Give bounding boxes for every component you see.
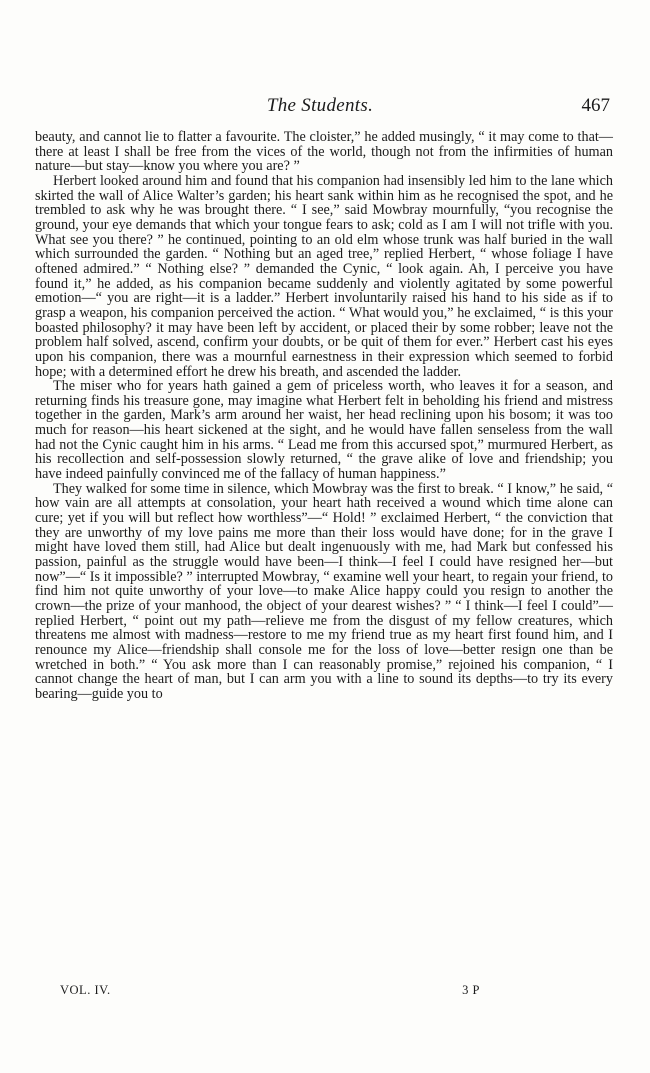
paragraph: Herbert looked around him and found that his companion had insensibly led him to the lane which skirted the wall of Alice Walter’s garden; his heart sank within him as he recognised the spot, and he trembled to ask why he was brought there. “ I see,” said Mowbray mournfully, “you recognise the ground, your eye demands that which your tongue fears to ask; cold as I am I will not trifle with you. What see you there? ” he continued, pointing to an old elm whose trunk was half buried in the wall which surrounded the garden. “ Nothing but an aged tree,” replied Herbert, “ whose foliage I have oftened admired.” “ Nothing else? ” demanded the Cynic, “ look again. Ah, I perceive you have found it,” he added, as his companion became suddenly and violently agitated by some powerful emotion—“ you are right—it is a ladder.” Herbert involuntarily raised his hand to his side as if to grasp a weapon, his companion perceived the action. “ What would you,” he exclaimed, “ is this your boasted philosophy? it may have been left by accident, or placed their by some robber; leave not the problem half solved, ascend, confirm your doubts, or be quit of them for ever.” Herbert cast his eyes upon his companion, there was a mournful earnestness in their expression which seemed to forbid hope; with a determined effort he drew his breath, and ascended the ladder. — [35, 172, 613, 380]
paragraph: The miser who for years hath gained a gem of priceless worth, who leaves it for a season, and returning finds his treasure gone, may imagine what Herbert felt in beholding his friend and mistress together in the garden, Mark’s arm around her waist, her head reclining upon his bosom; it was too much for reason—his heart sickened at the sight, and he would have fallen senseless from the wall had not the Cynic caught him in his arms. “ Lead me from this accursed spot,” murmured Herbert, as his recollection and self-possession slowly returned, “ the grave alike of love and friendship; you have indeed painfully convinced me of the fallacy of human happiness.” — [35, 378, 613, 483]
signature-mark: 3 P — [462, 983, 480, 997]
page-footer — [60, 983, 480, 999]
paragraph: beauty, and cannot lie to flatter a favourite. The cloister,” he added musingly, “ it may come to that—there at least I shall be free from the vices of the world, though not from the infirmities of human nature—but stay—know you where you are? ” — [35, 129, 613, 175]
volume-mark: VOL. IV. — [60, 983, 111, 997]
page-number: 467 — [581, 95, 610, 116]
paragraph: They walked for some time in silence, which Mowbray was the first to break. “ I know,” he said, “ how vain are all attempts at consolation, your heart hath received a wound which time alone can cure; yet if you will but reflect how worthless”—“ Hold! ” exclaimed Herbert, “ the conviction that they are unworthy of my love pains me more than their loss would have done; for in the grave I might have loved them still, had Alice but dealt ingenuously with me, had Mark but confessed his passion, painful as the struggle would have been—I think—I feel I could have resigned her—but now”—“ Is it impossible? ” interrupted Mowbray, “ examine well your heart, to regain your friend, to find him not quite unworthy of your love—to make Alice happy could you resign to another the crown—the prize of your manhood, the object of your dearest wishes? ” “ I think—I feel I could”—replied Herbert, “ point out my path—relieve me from the disgust of my fellow creatures, which threatens me almost with madness—restore to me my friend true as my heart first found him, and I renounce my Alice—friendship shall console me for the loss of love—better resign one than be wretched in both.” “ You ask more than I can reasonably promise,” rejoined his companion, “ I cannot change the heart of man, but I can arm you with a line to sound its depths—to try its every bearing—guide you to — [35, 480, 613, 702]
running-title: The Students. — [266, 95, 374, 116]
body-text — [35, 130, 613, 702]
page-header — [30, 95, 610, 121]
